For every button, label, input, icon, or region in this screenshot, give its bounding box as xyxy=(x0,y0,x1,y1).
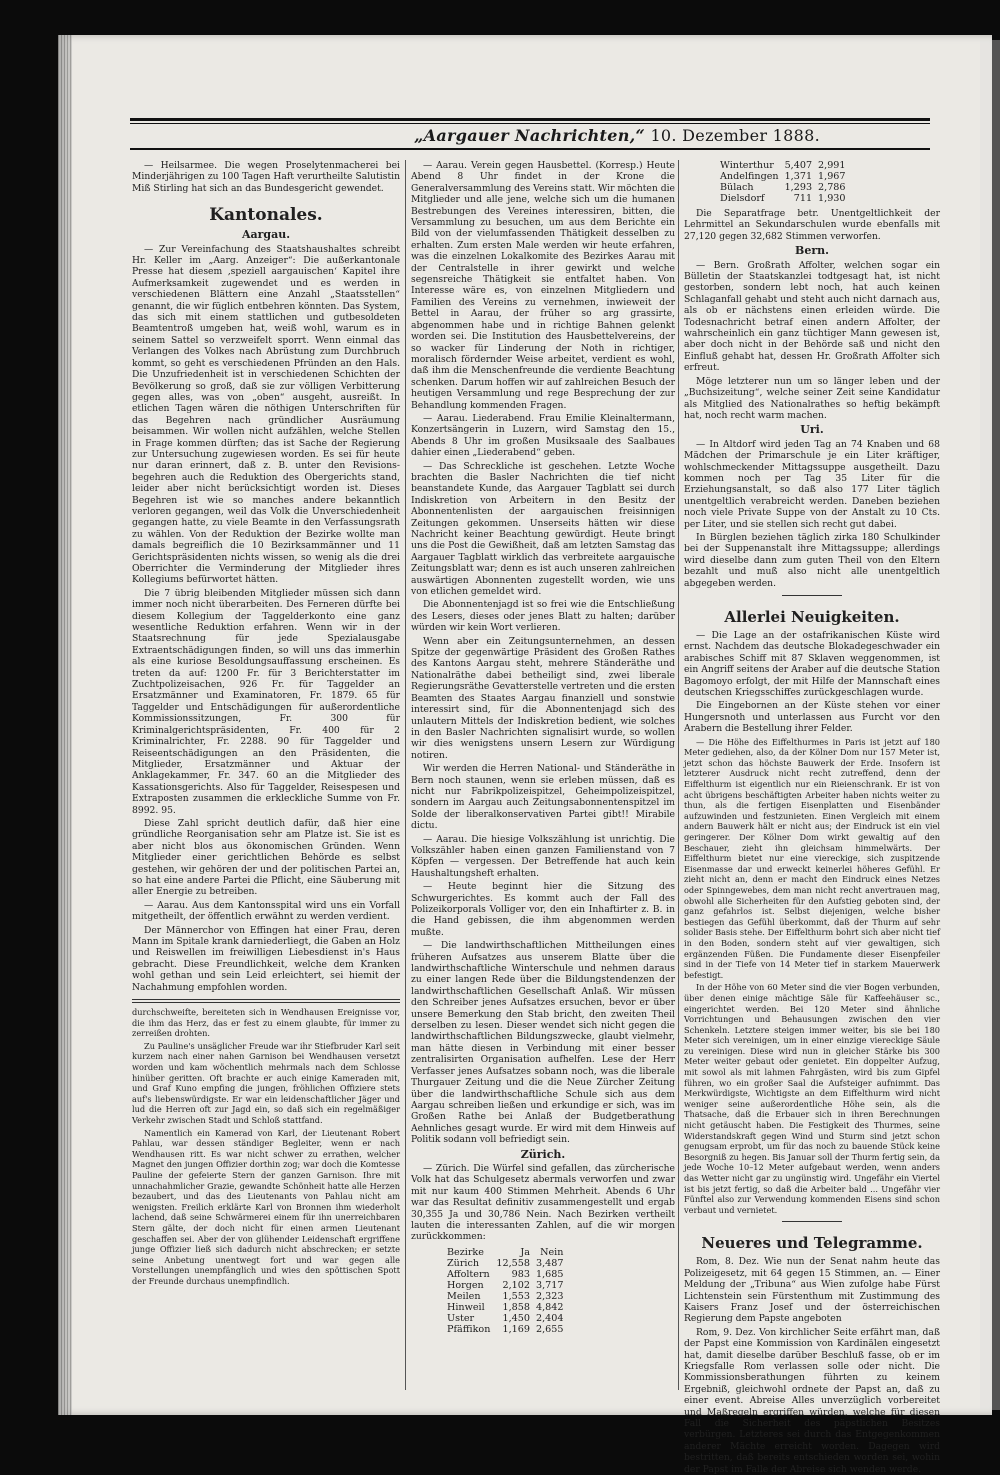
vote-bezirk: Hinweil xyxy=(447,1301,485,1313)
subsection-aargau: Aargau. xyxy=(241,228,291,242)
article-maennerchor: Der Männerchor von Effingen hat einer Frau, deren Mann im Spitale krank darniederliegt, die Gaben an Holz und Reiswellen im freiwilligen Liebesdienst in's Haus gebracht. Diese Freundlichkeit, welche dem Kranken wohl gethan und sein Leid erleichtert, sei hiemit der Nachahmung empfohlen worden. xyxy=(132,924,400,993)
vote-bezirk: Uster xyxy=(447,1312,475,1324)
vote-bezirk: Andelfingen xyxy=(720,171,779,182)
vote-table-header xyxy=(447,1247,569,1258)
article-landwirthschaft: — Die landwirthschaftlichen Mittheilungen eines früheren Aufsatzes aus unserem Blatte über die landwirthschaftliche Winterschule und nehmen daraus zu einer langen Rede über die Bildungstendenzen der landwirthschaftlichen Gesellschaft Anlaß. Wir müssen den Schreiber jenes Aufsatzes ersuchen, bevor er über unsere Bemerkung den Stab bricht, den zweiten Theil derselben zu lesen. Dieser wendet sich nicht gegen die landwirthschaftlichen Bildungszwecke, glaubt vielmehr, man hätte diesen in Verbindung mit einer besser zentralisirten Organisation aufhelfen. Lese der Herr Verfasser jenes Aufsatzes sobann noch, was die liberale Thurgauer Zeitung und die die Neue Zürcher Zeitung über die landwirthschaftliche Schule sich aus dem Aargau schreiben ließen und erkundige er sich, was im Großen Rathe bei Anlaß der Budgetberathung Aehnliches gesagt wurde. Er wird mit dem Hinweis auf Politik sodann voll befriedigt sein. xyxy=(411,940,675,1146)
article-eiffelthurm: — Die Höhe des Eiffelthurmes in Paris ist jetzt auf 180 Meter gediehen, also, da der Kölner Dom nur 157 Meter ist, jetzt schon das höchste Bauwerk der Erde. Insofern ist letzterer Ausdruck nicht recht zutreffend, denn der Eiffelthurm ist eigentlich nur ein Rieienschrank. Er ist von acht übrigens beschäftigten Arbeiter haben nichts weiter zu thun, als die fertigen Eisenplatten und Eisenbänder aufzuwinden und festzunieten. Einen Vergleich mit einem andern Bauwerk hält er nicht aus; der Eindruck ist ein viel geringerer. Der Kölner Dom wirkt gewaltig auf den Beschauer, zieht ihn gleichsam himmelwärts. Der Eiffelthurm bietet nur eine viereckige, sich zuspitzende Eisenmasse dar und erweckt keinerlei höheres Gefühl. Er zieht nicht an, denn er macht den Eindruck eines Netzes oder Spinngewebes, dem man nicht recht anvertrauen mag, obwohl alle Sicherheiten für den Aufstieg geboten sind, der ganz gefahrlos ist. Selbst diejenigen, welche bisher bestiegen das Gefühl überkommt, daß der Thurm auf sehr solider Basis stehe. Der Eiffelthurm bohrt sich aber nicht tief in den Boden, sondern steht auf vier gewaltigen, sich ergänzenden Füßen. Die Fundamente dieser Eisenpfeiler sind in der Tiefe von 14 Meter tief in starkem Mauerwerk befestigt. xyxy=(684,736,940,980)
header-bottom-rule xyxy=(130,148,930,150)
vote-ja: 1,169 xyxy=(502,1323,530,1335)
issue-date: 10. Dezember 1888. xyxy=(650,126,820,145)
article-spitzel: Wir werden die Herren National- und Ständeräthe in Bern noch staunen, wenn sie erleben müssen, daß es nicht nur Fabrikpolizeispitzel, Geheimpolizeispitzel, sondern im Aargau auch Zeitungsabonnentenspitzel im Solde der liberalkonservativen Partei gibt!! Mirabile dictu. xyxy=(411,763,675,832)
page-right-edge xyxy=(980,40,1000,1410)
section-rule xyxy=(782,1221,842,1222)
vote-ja: 1,858 xyxy=(502,1301,530,1313)
section-rule xyxy=(782,595,842,596)
subsection-bern: Bern. xyxy=(795,244,829,258)
vote-nein: 1,967 xyxy=(818,171,846,182)
vote-ja: 2,102 xyxy=(502,1279,530,1291)
column-divider xyxy=(678,160,679,1390)
vote-bezirk: Bülach xyxy=(720,182,754,193)
vote-ja: 1,553 xyxy=(502,1290,530,1302)
table-row xyxy=(447,1280,569,1291)
subsection-uri: Uri. xyxy=(800,423,824,437)
article-schwurgericht: — Heute beginnt hier die Sitzung des Schwurgerichtes. Es kommt auch der Fall des Polizeikorporals Volliger vor, den ein Inhaftirter z. B. in die Hand gebissen, die ihm abgenommen werden mußte. xyxy=(411,881,675,938)
article-eingebornen: Die Eingebornen an der Küste stehen vor einer Hungersnoth und unterlassen aus Furcht vor den Arabern die Bestellung ihrer Felder. xyxy=(684,700,940,735)
vote-nein: 2,655 xyxy=(535,1323,564,1335)
table-row xyxy=(447,1313,569,1324)
vote-ja: 1,450 xyxy=(502,1312,530,1324)
vote-head-ja: Ja xyxy=(520,1246,530,1258)
table-row xyxy=(447,1291,569,1302)
vote-nein: 1,930 xyxy=(818,193,846,204)
feuilleton-paragraph: Namentlich ein Kamerad von Karl, der Lieutenant Robert Pahlau, war dessen ständiger Begleiter, wenn er nach Wendhausen ritt. Es war nicht schwer zu errathen, welcher Magnet den jungen Offizier dorthin zog; war doch die Komtesse Pauline der gefeierte Stern der ganzen Garnison. Ihre mit unnachahmlicher Grazie, gewandte Schönheit hatte alle Herzen bezaubert, und das des Lieutenants von Pahlau nicht am wenigsten. Freilich erklärte Karl von Bronnen ihm wiederholt lachend, daß seine Schwärmerei einem für ihn unerreichbaren Stern gälte, der doch nicht für einen armen Lieutenant geschaffen sei. Aber der von glühender Leidenschaft ergriffene junge Offizier ließ sich dadurch nicht abschrecken; er setzte seine Anbetung unentwegt fort und war gegen alle Vorstellungen unempfänglich und wies den spöttischen Spott der Freunde durchaus unempfindlich. xyxy=(132,1127,400,1286)
vote-bezirk: Zürich xyxy=(447,1257,480,1269)
vote-table-1 xyxy=(447,1247,569,1335)
feuilleton-paragraph: Zu Pauline's unsäglicher Freude war ihr Stiefbruder Karl seit kurzem nach einer nahen Garnison bei Wendhausen versetzt worden und kam wöchentlich mehrmals nach dem Schlosse hinüber geritten. Oft brachte er auch einige Kameraden mit, und Graf Kuno empfing die jungen, fröhlichen Offiziere stets auf's liebenswürdigste. Er war ein leidenschaftlicher Jäger und lud die Herren oft zur Jagd ein, so daß sich ein regelmäßiger Verkehr zwischen Stadt und Schloß stattfand. xyxy=(132,1040,400,1125)
vote-bezirk: Pfäffikon xyxy=(447,1323,491,1335)
article-buerglen: In Bürglen beziehen täglich zirka 180 Schulkinder bei der Suppenanstalt ihre Mittagssuppe; allerdings wird dieselbe dann zum guten Theil von den Eltern bezahlt und muß also nicht alle unentgeltlich abgegeben werden. xyxy=(684,531,940,589)
vote-ja: 1,371 xyxy=(784,171,813,182)
table-row xyxy=(447,1269,569,1280)
vote-nein: 2,786 xyxy=(818,182,846,193)
vote-nein: 4,842 xyxy=(535,1301,564,1313)
article-schulgesetz: — Zürich. Die Würfel sind gefallen, das zürcherische Volk hat das Schulgesetz abermals verworfen und zwar mit nur kaum 400 Stimmen Mehrheit. Abends 6 Uhr war das Resultat definitiv zusammengestellt und ergab 30,355 Ja und 30,786 Nein. Nach Bezirken vertheilt lauten die interessanten Zahlen, auf die wir morgen zurückkommen: xyxy=(411,1162,675,1243)
table-row xyxy=(720,182,852,193)
book-spine-edge xyxy=(58,35,72,1415)
vote-head-bezirk: Bezirke xyxy=(447,1246,484,1258)
vote-table-2 xyxy=(720,160,852,204)
header-top-rule-thin xyxy=(130,123,930,124)
article-rom-8: Rom, 8. Dez. Wie nun der Senat nahm heute das Polizeigesetz, mit 64 gegen 15 Stimmen, an. — Einer Meldung der „Tribuna“ aus Wien zufolge habe Fürst Lichtenstein sein Fürstenthum mit Zustimmung des Kaisers Franz Josef und der österreichischen Regierung dem Papste angeboten xyxy=(684,1256,940,1325)
table-row xyxy=(720,171,852,182)
vote-bezirk: Affoltern xyxy=(447,1268,490,1280)
vote-head-nein: Nein xyxy=(540,1246,564,1258)
table-row xyxy=(720,193,852,204)
vote-ja: 12,558 xyxy=(496,1257,530,1269)
article-staatshaushalt-end: Diese Zahl spricht deutlich dafür, daß hier eine gründliche Reorganisation sehr am Platze ist. Sie ist es aber nicht blos aus ökonomischen Gründen. Wenn Mitglieder einer gerichtlichen Behörde es selbst gestehen, wir gehören der und der politischen Partei an, so hat eine andere Partei die Pflicht, eine Säuberung mit aller Energie zu betreiben. xyxy=(132,817,400,898)
section-title-allerlei: Allerlei Neuigkeiten. xyxy=(724,608,900,626)
vote-nein: 2,323 xyxy=(535,1290,564,1302)
eiffel-article xyxy=(684,737,940,1216)
article-staatshaushalt-cont: Die 7 übrig bleibenden Mitglieder müssen sich dann immer noch nicht überarbeiten. Des Ferneren dürfte bei diesem Kollegium der Taggelderkonto eine ganz wesentliche Reduktion erfahren. Wenn wir in der Staatsrechnung für jede Spezialausgabe Extraentschädigungen finden, so will uns das immerhin als eine kuriose Besoldungsauffassung erscheinen. Es treten da auf: 1200 Fr. für 3 Berichterstatter im Zuchtpolizeisachen, 926 Fr. für Taggelder an Ersatzmänner und Examinatoren, Fr. 1879. 65 für Taggelder und Entschädigungen für außerordentliche Kommissionssitzungen, Fr. 300 für Kriminalgerichtspräsidenten, Fr. 400 für 2 Kriminalrichter, Fr. 2288. 90 für Taggelder und Reiseentschädigungen an den Präsidenten, die Mitglieder, Ersatzmänner und Aktuar der Anklagekammer, Fr. 347. 60 an die Mitglieder des Kassationsgerichts. Also für Taggelder, Reisespesen und Extraposten zusammen die erkleckliche Summe von Fr. 8992. 95. xyxy=(132,587,400,816)
column-2 xyxy=(411,160,675,1390)
vote-bezirk: Winterthur xyxy=(720,160,774,171)
vote-nein: 1,685 xyxy=(535,1268,564,1280)
article-rom-9: Rom, 9. Dez. Von kirchlicher Seite erfährt man, daß der Papst eine Kommission von Kardinälen eingesetzt hat, damit dieselbe darüber Beschluß fasse, ob er im Kriegsfalle Rom verlassen solle oder nicht. Die Kommissionsberathungen führten zu keinem Ergebniß, gleichwohl ordnete der Papst an, daß zu einer event. Abreise Alles unverzüglich vorbereitet und Maßregeln ergriffen würden, welche für diesen Fall die Sicherheit des päpstlichen Besitzes verbürgen. Letzteres sei durch das Entgegenkommen anderer Mächte erreicht worden. Dagegen wird bestritten, daß bereits entschieden worden sei, wohin der Papst im Falle der Abreise sich wenden werde. xyxy=(684,1326,940,1475)
table-row xyxy=(447,1302,569,1313)
vote-ja: 983 xyxy=(511,1268,530,1280)
article-schreckliche: — Das Schreckliche ist geschehen. Letzte Woche brachten die Basler Nachrichten die tief nicht beanstandete Kunde, das Aargauer Tagblatt sei durch Indiskretion von Arbeitern in den Besitz der Abonnentenlisten der aargauischen freisinnigen Zeitungen gekommen. Unserseits hätten wir diese Nachricht keiner Beachtung gewürdigt. Heute bringt uns die Post die Gewißheit, daß am letzten Samstag das Aargauer Tagblatt wirklich das verbreitete aargauische Zeitungsblatt war; denn es ist auch unseren zahlreichen auswärtigen Abonnenten zugestellt worden, wie uns von etlichen gemeldet wird. xyxy=(411,460,675,598)
vote-bezirk: Meilen xyxy=(447,1290,481,1302)
column-3 xyxy=(684,160,940,1475)
vote-ja: 1,293 xyxy=(784,182,813,193)
article-ostafrika: — Die Lage an der ostafrikanischen Küste wird ernst. Nachdem das deutsche Blokadegeschwader ein arabisches Schiff mit 87 Sklaven weggenommen, ist ein Angriff seitens der Araber auf die deutsche Station Bagomoyo erfolgt, der mit Hilfe der Mannschaft eines deutschen Kriegsschiffes zurückgeschlagen wurde. xyxy=(684,630,940,699)
article-liederabend: — Aarau. Liederabend. Frau Emilie Kleinaltermann, Konzertsängerin in Luzern, wird Samstag den 15., Abends 8 Uhr im großen Musiksaale des Saalbaues dahier einen „Liederabend“ geben. xyxy=(411,412,675,459)
header-top-rule xyxy=(130,118,930,121)
article-volkszaehlung: — Aarau. Die hiesige Volkszählung ist unrichtig. Die Volkszähler haben einen ganzen Familienstand von 7 Köpfen — vergessen. Der Betreffende hat auch kein Haushaltungsheft erhalten. xyxy=(411,833,675,879)
vote-bezirk: Dielsdorf xyxy=(720,193,765,204)
feuilleton-paragraph: durchschweifte, bereiteten sich in Wendhausen Ereignisse vor, die ihm das Herz, das er fest zu einem glaubte, für immer zu zerreißen drohten. xyxy=(132,1007,400,1039)
vote-ja: 5,407 xyxy=(784,160,813,171)
article-abonnentenjagd: Die Abonnentenjagd ist so frei wie die Entschließung des Lesers, dieses oder jenes Blatt zu halten; darüber würden wir kein Wort verlieren. xyxy=(411,599,675,634)
vote-nein: 3,487 xyxy=(535,1257,564,1269)
section-title-kantonales: Kantonales. xyxy=(209,205,323,226)
feuilleton xyxy=(132,1007,400,1286)
article-heilsarmee: — Heilsarmee. Die wegen Proselytenmacherei bei Minderjährigen zu 100 Tagen Haft verurtheilte Salutistin Miß Stirling hat sich an das Bundesgericht gewendet. xyxy=(132,160,400,194)
vote-bezirk: Horgen xyxy=(447,1279,484,1291)
vote-nein: 2,404 xyxy=(535,1312,564,1324)
article-affolter: — Bern. Großrath Affolter, welchen sogar ein Bülletin der Staatskanzlei todtgesagt hat, ist nicht gestorben, sondern lebt noch, hat auch keinen Schlaganfall gehabt und steht auch nicht darnach aus, als ob er nächstens einen erleiden würde. Die Todesnachricht betraf einen andern Affolter, der wahrscheinlich ein ganz tüchtiger Mann gewesen ist, aber doch nicht in der Behörde saß und nicht den Einfluß gehabt hat, dessen Hr. Großrath Affolter sich erfreut. xyxy=(684,259,940,374)
article-hausbettel: — Aarau. Verein gegen Hausbettel. (Korresp.) Heute Abend 8 Uhr findet in der Krone die Generalversammlung des Vereins statt. Wir möchten die Mitglieder und alle jene, welche sich um die humanen Bestrebungen des Vereines interessiren, bitten, die Versammlung zu besuchen, um aus dem Berichte ein Bild von der vielumfassenden Thätigkeit desselben zu erhalten. Zum ersten Male werden wir heute erfahren, was die einzelnen Lokalkomite des Bezirkes Aarau mit der Centralstelle in ihrer gewirkt und welche segensreiche Thätigkeit sie entfaltet haben. Von Interesse wäre es, von einzelnen Mitgliedern und Familien des Vereins zu vernehmen, inwieweit der Bettel in Aarau, der früher so arg grassirte, abgenommen habe und in richtige Bahnen gelenkt worden sei. Die Institution des Hausbettelvereins, der so wacker für Linderung der Noth in richtiger, moralisch fördernder Weise arbeitet, verdient es wohl, daß ihm die Menschenfreunde die verdiente Beachtung schenken. Darum hoffen wir auf zahlreichen Besuch der heutigen Versammlung und rege Besprechung der zur Behandlung kommenden Fragen. xyxy=(411,160,675,411)
column-divider xyxy=(405,160,406,1390)
feuilleton-divider xyxy=(132,999,400,1003)
table-row xyxy=(720,160,852,171)
article-altdorf: — In Altdorf wird jeden Tag an 74 Knaben und 68 Mädchen der Primarschule je ein Liter kräftiger, wohlschmeckender Mittagssuppe ausgetheilt. Dazu kommen noch per Tag 35 Liter für die Erziehungsanstalt, so daß also 177 Liter täglich unentgeltlich verabreicht werden. Daneben beziehen noch viele Private Suppe von der Anstalt zu 10 Cts. per Liter, und sie stellen sich recht gut dabei. xyxy=(684,438,940,530)
article-staatshaushalt: — Zur Vereinfachung des Staatshaushaltes schreibt Hr. Keller im „Aarg. Anzeiger“: Die außerkantonale Presse hat diesem ‚speziell aargauischen‘ Kapitel ihre Aufmerksamkeit zugewendet und es werden in verschiedenen Blättern eine Anzahl „Staatsstellen“ genannt, die wir füglich entbehren könnten. Das System, das sich mit einem stattlichen und gutbesoldeten Beamtentroß umgeben hat, weiß wohl, warum es in seinem Sattel so verzweifelt sporrt. Wenn einmal das Verlangen des Volkes nach Abrüstung zum Durchbruch kommt, so geht es verschiedenen Pfründen an den Hals. Die Unzufriedenheit ist in verschiedenen Schichten der Bevölkerung so groß, daß sie zur völligen Verbitterung gegen alles, was von „oben“ ausgeht, ausreißt. In etlichen Tagen wären die nöthigen Unterschriften für das Begehren nach gründlicher Ausräumung beisammen. Wir wollen nicht aufzählen, welche Stellen in Frage kommen dürften; das ist Sache der Regierung zur Untersuchung zugewiesen worden. Es sei für heute nur daran erinnert, daß z. B. unter den Revisions-begehren auch die Reduktion des Obergerichts stand, leider aber nicht berücksichtigt worden ist. Dieses Begehren ist wie so manches andere bekanntlich verloren gegangen, weil das Volk die Unverschiedenheit gegangen hatte, zu viele Beamte in den Verfassungsrath zu wählen. Von der Reduktion der Bezirke wollte man damals begreiflich die 10 Bezirksammänner und 11 Gerichtspräsidenten nichts wissen, so wenig als die drei Oberrichter die Verminderung der Mitglieder ihres Kollegiums befürwortet hätten. xyxy=(132,243,400,586)
vote-nein: 3,717 xyxy=(535,1279,564,1291)
article-affolter-cont: Möge letzterer nun um so länger leben und der „Buchsizeitung“, welche seiner Zeit seine Kandidatur als Mitglied des Nationalrathes so heftig bekämpft hat, noch recht warm machen. xyxy=(684,375,940,421)
column-1 xyxy=(132,160,400,1400)
section-title-telegramme: Neueres und Telegramme. xyxy=(701,1234,923,1253)
table-row xyxy=(447,1324,569,1335)
article-separatfrage: Die Separatfrage betr. Unentgeltlichkeit der Lehrmittel an Sekundarschulen wurde ebenfalls mit 27,120 gegen 32,682 Stimmen verworfen. xyxy=(684,208,940,242)
subsection-zurich: Zürich. xyxy=(520,1147,566,1161)
article-zeitungsunternehmen: Wenn aber ein Zeitungsunternehmen, an dessen Spitze der gegenwärtige Präsident des Großen Rathes des Kantons Aargau steht, mehrere Ständeräthe und Nationalräthe dabei betheiligt sind, zwei liberale Regierungsräthe Gevatterstelle vertreten und die ersten Beamten des Staates Aargau finanziell und sonstwie interessirt sind, für die Abonnentenjagd sich des unlautern Mittels der Indiskretion bedient, wie solches in den Basler Nachrichten signalisirt wurde, so wollen wir dies wenigstens unsern Lesern zur Würdigung notiren. xyxy=(411,635,675,761)
vote-nein: 2,991 xyxy=(818,160,846,171)
article-eiffelthurm-cont: In der Höhe von 60 Meter sind die vier Bogen verbunden, über denen einige mächtige Säle für Kaffeehäuser sc., eingerichtet werden. Bei 120 Meter sind ähnliche Vorrichtungen und Behausungen zwischen den vier Schenkeln. Letztere steigen immer weiter, bis sie bei 180 Meter sich vereinigen, um in einer einzige viereckige Säule zu vereinigen. Diese wird nun in gleicher Stärke bis 300 Meter weiter gebaut oder genietet. Ein doppelter Aufzug, mit sowol als mit lahmen Fahrgästen, wird bis zum Gipfel führen, wo ein großer Saal die Aufsteiger aufnimmt. Das Merkwürdigste, Wichtigste an dem Eiffelthurm wird nicht weniger seine außerordentliche Höhe sein, als die Thatsache, daß die Erbauer sich in ihren Berechnungen nicht getäuscht haben. Die Festigkeit des Thurmes, seine Widerstandskraft gegen Wind und Sturm sind jetzt schon genugsam erprobt, um für das noch zu bauende Stück keine Besorgniß zu hegen. Bis Januar soll der Thurm fertig sein, da jede Woche 10–12 Meter aufgebaut werden, wenn anders das Wetter nicht gar zu ungünstig wird. Ungefähr ein Viertel ist bis jetzt fertig, so daß die Arbeiter bald ... Ungefähr vier Fünftel also zur Verwendung kommenden Eisens sind schon verbaut und vernietet. xyxy=(684,982,940,1215)
article-kantonsspital: — Aarau. Aus dem Kantonsspital wird uns ein Vorfall mitgetheilt, der öffentlich erwähnt zu werden verdient. xyxy=(132,899,400,923)
paper-name: „Aargauer Nachrichten,“ xyxy=(414,126,646,145)
masthead xyxy=(300,126,820,145)
table-row xyxy=(447,1258,569,1269)
vote-ja: 711 xyxy=(793,193,813,204)
